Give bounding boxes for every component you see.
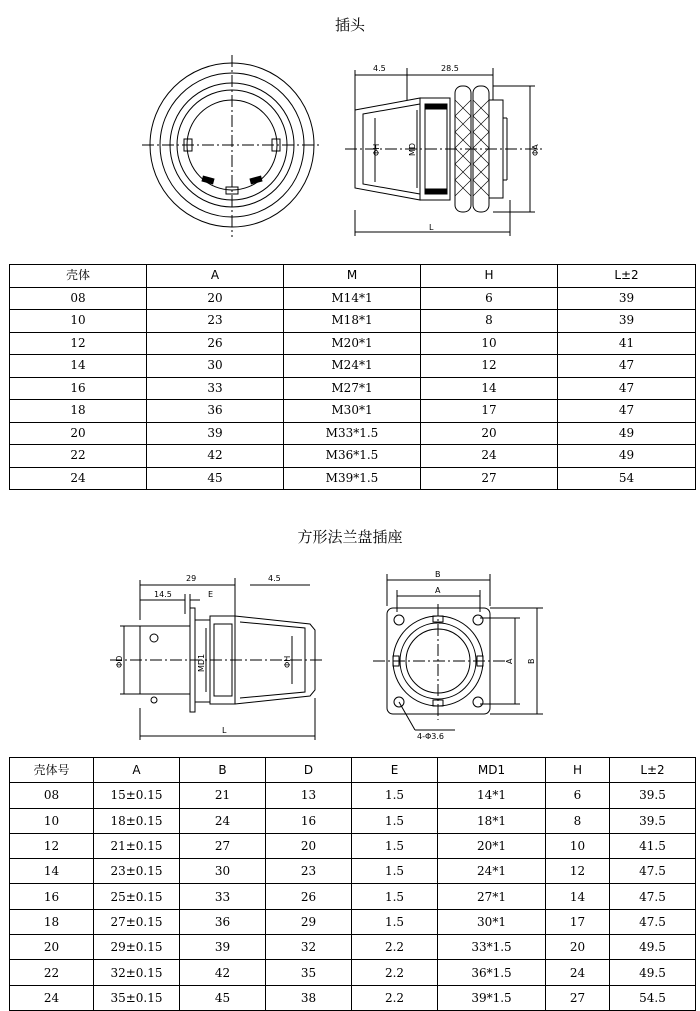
receptacle-header-cell: E — [352, 758, 438, 783]
plug-table-cell: 47 — [558, 377, 696, 400]
receptacle-front-view-drawing — [365, 568, 555, 743]
receptacle-table-cell: 10 — [546, 833, 610, 858]
receptacle-table-cell: 24 — [546, 960, 610, 985]
receptacle-table-cell: 21±0.15 — [94, 833, 180, 858]
plug-title: 插头 — [334, 16, 365, 34]
plug-table-row — [10, 355, 696, 378]
receptacle-header-cell: L±2 — [610, 758, 696, 783]
receptacle-table-cell: 2.2 — [352, 935, 438, 960]
plug-table-cell: 45 — [147, 467, 284, 490]
plug-table-cell: 24 — [10, 467, 147, 490]
receptacle-table-cell: 47.5 — [610, 909, 696, 934]
plug-table-cell: 39 — [558, 287, 696, 310]
receptacle-table-cell: 20*1 — [438, 833, 546, 858]
plug-dim-phi-a: ΦA — [531, 144, 540, 156]
receptacle-table-cell: 20 — [546, 935, 610, 960]
receptacle-table-cell: 39 — [180, 935, 266, 960]
plug-table-row — [10, 400, 696, 423]
receptacle-table-cell: 10 — [10, 808, 94, 833]
plug-table-cell: 6 — [421, 287, 558, 310]
plug-table-row — [10, 377, 696, 400]
plug-table-cell: M33*1.5 — [284, 422, 421, 445]
plug-table-cell: 17 — [421, 400, 558, 423]
receptacle-table-cell: 2.2 — [352, 985, 438, 1010]
receptacle-table-cell: 15±0.15 — [94, 783, 180, 808]
receptacle-table-cell: 39.5 — [610, 808, 696, 833]
receptacle-table-cell: 30*1 — [438, 909, 546, 934]
receptacle-header-cell: H — [546, 758, 610, 783]
receptacle-table-cell: 23±0.15 — [94, 859, 180, 884]
receptacle-table-cell: 18 — [10, 909, 94, 934]
plug-table-cell: 24 — [421, 445, 558, 468]
receptacle-table-row — [10, 859, 696, 884]
receptacle-table-cell: 24*1 — [438, 859, 546, 884]
plug-header-cell: M — [284, 265, 421, 288]
receptacle-title: 方形法兰盘插座 — [297, 528, 403, 546]
receptacle-table-cell: 32±0.15 — [94, 960, 180, 985]
receptacle-table-cell: 17 — [546, 909, 610, 934]
receptacle-table-cell: 25±0.15 — [94, 884, 180, 909]
plug-table-cell: M20*1 — [284, 332, 421, 355]
plug-table-cell: 39 — [147, 422, 284, 445]
receptacle-table-row — [10, 909, 696, 934]
receptacle-table-cell: 27±0.15 — [94, 909, 180, 934]
receptacle-dim-a-side: A — [505, 658, 514, 664]
plug-table-cell: 36 — [147, 400, 284, 423]
plug-table-row — [10, 422, 696, 445]
plug-table-cell: 23 — [147, 310, 284, 333]
receptacle-table-cell: 20 — [10, 935, 94, 960]
receptacle-dim-e: E — [208, 590, 214, 599]
receptacle-table-cell: 35±0.15 — [94, 985, 180, 1010]
plug-header-cell: H — [421, 265, 558, 288]
receptacle-header-cell: D — [266, 758, 352, 783]
receptacle-table-cell: 8 — [546, 808, 610, 833]
receptacle-spec-table — [9, 757, 696, 1011]
receptacle-table-cell: 29±0.15 — [94, 935, 180, 960]
receptacle-table-cell: 6 — [546, 783, 610, 808]
plug-table-cell: 12 — [421, 355, 558, 378]
plug-table-cell: 16 — [10, 377, 147, 400]
receptacle-table-cell: 16 — [266, 808, 352, 833]
receptacle-dim-29: 29 — [186, 574, 197, 583]
receptacle-header-cell: B — [180, 758, 266, 783]
plug-table-cell: 54 — [558, 467, 696, 490]
receptacle-dim-4-5: 4.5 — [268, 574, 281, 583]
receptacle-table-cell: 18*1 — [438, 808, 546, 833]
plug-table-cell: 14 — [10, 355, 147, 378]
receptacle-table-cell: 24 — [180, 808, 266, 833]
plug-table-cell: 30 — [147, 355, 284, 378]
plug-table-cell: 14 — [421, 377, 558, 400]
receptacle-table-cell: 32 — [266, 935, 352, 960]
plug-dim-4-5: 4.5 — [373, 64, 386, 73]
plug-header-row — [10, 265, 696, 288]
receptacle-table-cell: 22 — [10, 960, 94, 985]
receptacle-table-row — [10, 833, 696, 858]
receptacle-table-cell: 18±0.15 — [94, 808, 180, 833]
receptacle-table-cell: 29 — [266, 909, 352, 934]
receptacle-table-cell: 27 — [180, 833, 266, 858]
receptacle-table-cell: 36*1.5 — [438, 960, 546, 985]
plug-front-view-drawing — [140, 55, 325, 240]
plug-table-row — [10, 445, 696, 468]
receptacle-dim-14-5: 14.5 — [154, 590, 172, 599]
receptacle-header-cell: A — [94, 758, 180, 783]
plug-table-cell: 10 — [421, 332, 558, 355]
receptacle-table-cell: 12 — [546, 859, 610, 884]
plug-table-cell: 18 — [10, 400, 147, 423]
receptacle-table-cell: 2.2 — [352, 960, 438, 985]
receptacle-table-row — [10, 960, 696, 985]
receptacle-table-cell: 20 — [266, 833, 352, 858]
plug-table-cell: 20 — [421, 422, 558, 445]
plug-table-cell: 42 — [147, 445, 284, 468]
receptacle-table-cell: 30 — [180, 859, 266, 884]
plug-dim-l: L — [429, 223, 434, 232]
receptacle-table-cell: 26 — [266, 884, 352, 909]
plug-table-cell: 41 — [558, 332, 696, 355]
plug-table-cell: 20 — [10, 422, 147, 445]
plug-table-cell: 26 — [147, 332, 284, 355]
plug-table-cell: 33 — [147, 377, 284, 400]
receptacle-table-cell: 49.5 — [610, 935, 696, 960]
receptacle-dim-b: B — [435, 570, 441, 579]
plug-side-view-drawing — [345, 60, 545, 245]
receptacle-side-view-drawing — [110, 568, 325, 743]
plug-table-cell: 27 — [421, 467, 558, 490]
receptacle-dim-l: L — [222, 726, 227, 735]
receptacle-dim-md1: MD1 — [197, 653, 206, 672]
plug-table-cell: 8 — [421, 310, 558, 333]
receptacle-table-cell: 35 — [266, 960, 352, 985]
receptacle-header-row — [10, 758, 696, 783]
receptacle-dim-holes: 4-Φ3.6 — [417, 732, 444, 741]
receptacle-table-cell: 39*1.5 — [438, 985, 546, 1010]
plug-table-cell: 10 — [10, 310, 147, 333]
plug-table-row — [10, 310, 696, 333]
plug-dim-md: MD — [408, 142, 417, 156]
receptacle-table-cell: 49.5 — [610, 960, 696, 985]
plug-table-cell: 20 — [147, 287, 284, 310]
receptacle-table-cell: 39.5 — [610, 783, 696, 808]
receptacle-table-cell: 33 — [180, 884, 266, 909]
receptacle-table-cell: 1.5 — [352, 808, 438, 833]
receptacle-table-cell: 13 — [266, 783, 352, 808]
receptacle-table-cell: 47.5 — [610, 884, 696, 909]
receptacle-header-cell: 壳体号 — [10, 758, 94, 783]
receptacle-table-row — [10, 884, 696, 909]
receptacle-table-row — [10, 783, 696, 808]
receptacle-table-cell: 36 — [180, 909, 266, 934]
receptacle-table-cell: 27 — [546, 985, 610, 1010]
receptacle-table-row — [10, 985, 696, 1010]
receptacle-table-cell: 1.5 — [352, 859, 438, 884]
receptacle-header-cell: MD1 — [438, 758, 546, 783]
plug-header-cell: 壳体 — [10, 265, 147, 288]
receptacle-table-cell: 1.5 — [352, 783, 438, 808]
plug-table-cell: M39*1.5 — [284, 467, 421, 490]
receptacle-table-cell: 45 — [180, 985, 266, 1010]
receptacle-dim-a: A — [435, 586, 441, 595]
receptacle-table-cell: 16 — [10, 884, 94, 909]
receptacle-table-cell: 38 — [266, 985, 352, 1010]
plug-table-cell: 49 — [558, 422, 696, 445]
receptacle-table-cell: 12 — [10, 833, 94, 858]
receptacle-dim-b-side: B — [527, 658, 536, 664]
receptacle-table-cell: 33*1.5 — [438, 935, 546, 960]
receptacle-table-cell: 24 — [10, 985, 94, 1010]
plug-table-cell: 47 — [558, 355, 696, 378]
receptacle-table-cell: 41.5 — [610, 833, 696, 858]
plug-table-cell: M30*1 — [284, 400, 421, 423]
plug-table-cell: 47 — [558, 400, 696, 423]
plug-table-cell: 12 — [10, 332, 147, 355]
plug-header-cell: L±2 — [558, 265, 696, 288]
receptacle-table-row — [10, 935, 696, 960]
receptacle-table-cell: 08 — [10, 783, 94, 808]
plug-spec-table — [9, 264, 696, 490]
plug-table-cell: M36*1.5 — [284, 445, 421, 468]
plug-table-cell: 08 — [10, 287, 147, 310]
receptacle-table-cell: 21 — [180, 783, 266, 808]
plug-table-cell: M14*1 — [284, 287, 421, 310]
receptacle-table-cell: 47.5 — [610, 859, 696, 884]
plug-table-cell: M27*1 — [284, 377, 421, 400]
plug-header-cell: A — [147, 265, 284, 288]
plug-dim-phi-h: ΦH — [372, 143, 381, 156]
receptacle-table-cell: 54.5 — [610, 985, 696, 1010]
receptacle-table-row — [10, 808, 696, 833]
receptacle-table-cell: 1.5 — [352, 909, 438, 934]
plug-table-row — [10, 332, 696, 355]
receptacle-dim-phi-h: ΦH — [283, 655, 292, 668]
receptacle-table-cell: 14 — [10, 859, 94, 884]
receptacle-table-cell: 1.5 — [352, 833, 438, 858]
plug-table-row — [10, 287, 696, 310]
receptacle-table-cell: 14 — [546, 884, 610, 909]
plug-table-cell: 49 — [558, 445, 696, 468]
plug-table-cell: 22 — [10, 445, 147, 468]
plug-table-cell: 39 — [558, 310, 696, 333]
receptacle-dim-phi-d: ΦD — [115, 655, 124, 668]
receptacle-table-cell: 1.5 — [352, 884, 438, 909]
receptacle-table-cell: 27*1 — [438, 884, 546, 909]
plug-table-cell: M18*1 — [284, 310, 421, 333]
plug-dim-28-5: 28.5 — [441, 64, 459, 73]
receptacle-table-cell: 23 — [266, 859, 352, 884]
receptacle-table-cell: 14*1 — [438, 783, 546, 808]
plug-table-cell: M24*1 — [284, 355, 421, 378]
plug-table-row — [10, 467, 696, 490]
receptacle-table-cell: 42 — [180, 960, 266, 985]
